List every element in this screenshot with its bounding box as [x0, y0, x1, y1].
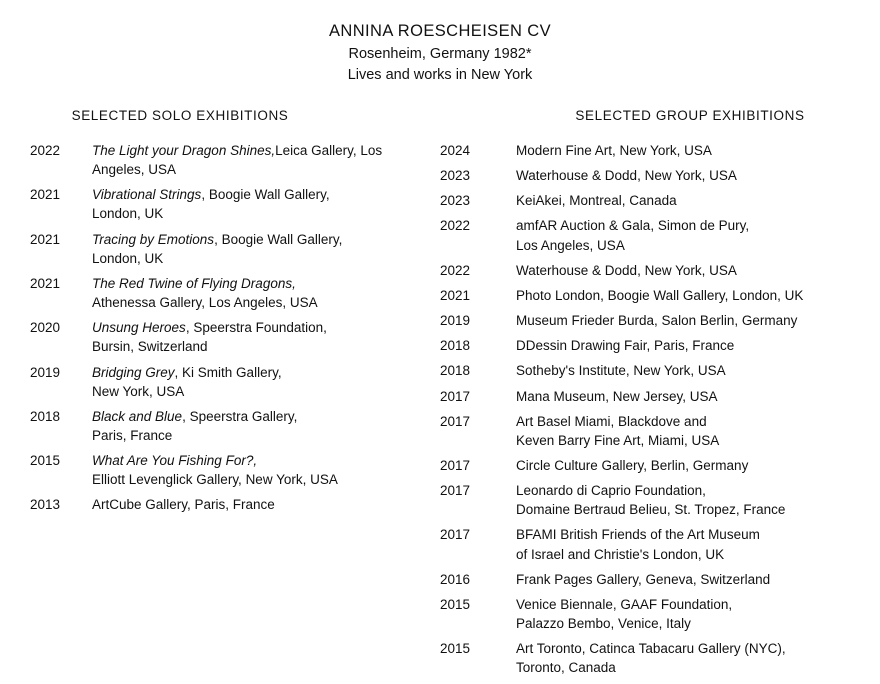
- entry-detail: [516, 412, 870, 450]
- group-exhibition-entry: [440, 639, 870, 677]
- group-exhibition-entry: [440, 412, 870, 450]
- entry-work-title: The Light your Dragon Shines,: [92, 142, 276, 158]
- entry-line-2: London, UK: [92, 250, 164, 266]
- entry-venue: , Speerstra Foundation,: [185, 320, 327, 336]
- solo-exhibition-entry: [30, 318, 430, 356]
- entry-year: 2022: [30, 142, 61, 158]
- entry-year: 2017: [440, 388, 471, 404]
- group-exhibition-entry: [440, 481, 870, 519]
- group-exhibition-entry: [440, 311, 870, 330]
- solo-exhibition-entry: [30, 363, 430, 401]
- entry-detail: [92, 185, 430, 223]
- group-exhibition-entry: [440, 456, 870, 475]
- birth-line: Rosenheim, Germany 1982*: [348, 45, 532, 62]
- entry-detail: [92, 407, 430, 445]
- entry-line-1: Sotheby's Institute, New York, USA: [516, 363, 726, 379]
- entry-venue: , Ki Smith Gallery,: [174, 364, 282, 380]
- entry-venue: ArtCube Gallery, Paris, France: [92, 497, 275, 513]
- residence-line: Lives and works in New York: [347, 66, 533, 83]
- group-exhibition-entry: [440, 166, 870, 185]
- entry-year: 2015: [440, 641, 471, 657]
- entry-line-1: Modern Fine Art, New York, USA: [516, 142, 712, 158]
- entry-detail: [92, 274, 430, 312]
- entry-detail: [516, 261, 870, 280]
- entry-detail: [516, 456, 870, 475]
- entry-detail: [516, 141, 870, 160]
- entry-detail: [516, 525, 870, 563]
- entry-detail: [516, 570, 870, 589]
- entry-year: 2019: [440, 313, 471, 329]
- entry-year: 2023: [440, 193, 471, 209]
- entry-line-1: Circle Culture Gallery, Berlin, Germany: [516, 457, 749, 473]
- entry-line-1: amfAR Auction & Gala, Simon de Pury,: [516, 218, 750, 234]
- entry-line-1: Mana Museum, New Jersey, USA: [516, 388, 718, 404]
- entry-detail: [92, 451, 430, 489]
- entry-detail: [516, 336, 870, 355]
- entry-line-1: [92, 185, 430, 204]
- solo-exhibition-entry: [30, 185, 430, 223]
- entry-line-2: Palazzo Bembo, Venice, Italy: [516, 616, 691, 632]
- group-exhibitions-column: [440, 108, 870, 684]
- entry-line-1: [92, 363, 430, 382]
- entry-line-2: Paris, France: [92, 427, 173, 443]
- entry-year: 2013: [30, 497, 61, 513]
- group-exhibition-entry: [440, 361, 870, 380]
- entry-year: 2017: [440, 527, 471, 543]
- entry-line-2: London, UK: [92, 206, 164, 222]
- entry-year: 2017: [440, 457, 471, 473]
- entry-line-1: Frank Pages Gallery, Geneva, Switzerland: [516, 571, 771, 587]
- entry-year: 2021: [30, 231, 61, 247]
- group-exhibition-entry: [440, 191, 870, 210]
- entry-venue: , Speerstra Gallery,: [182, 408, 298, 424]
- entry-detail: [516, 387, 870, 406]
- entry-detail: [516, 286, 870, 305]
- entry-line-2: Toronto, Canada: [516, 660, 616, 676]
- entry-work-title: Tracing by Emotions: [92, 231, 215, 247]
- entry-year: 2015: [30, 453, 61, 469]
- entry-year: 2021: [30, 187, 61, 203]
- entry-work-title: What Are You Fishing For?,: [92, 453, 258, 469]
- entry-line-2: of Israel and Christie's London, UK: [516, 546, 725, 562]
- entry-work-title: Vibrational Strings: [92, 187, 202, 203]
- entry-year: 2019: [30, 364, 61, 380]
- entry-line-1: [92, 318, 430, 337]
- solo-exhibitions-list: [30, 141, 430, 515]
- entry-detail: [516, 595, 870, 633]
- entry-line-1: Art Basel Miami, Blackdove and: [516, 413, 707, 429]
- group-exhibition-entry: [440, 525, 870, 563]
- entry-line-2: Athenessa Gallery, Los Angeles, USA: [92, 295, 318, 311]
- entry-work-title: Black and Blue: [92, 408, 183, 424]
- entry-detail: [516, 311, 870, 330]
- entry-line-2: Keven Barry Fine Art, Miami, USA: [516, 432, 720, 448]
- entry-detail: [92, 230, 430, 268]
- entry-year: 2022: [440, 218, 471, 234]
- entry-line-1: [92, 451, 430, 470]
- group-exhibition-entry: [440, 387, 870, 406]
- solo-exhibition-entry: [30, 141, 430, 179]
- group-exhibition-entry: [440, 216, 870, 254]
- entry-year: 2023: [440, 168, 471, 184]
- entry-line-1: Photo London, Boogie Wall Gallery, London, UK: [516, 287, 804, 303]
- entry-line-1: Venice Biennale, GAAF Foundation,: [516, 596, 733, 612]
- entry-line-1: Museum Frieder Burda, Salon Berlin, Germany: [516, 313, 798, 329]
- entry-year: 2017: [440, 413, 471, 429]
- entry-detail: [516, 481, 870, 519]
- entry-line-1: Waterhouse & Dodd, New York, USA: [516, 168, 737, 184]
- entry-line-2: Bursin, Switzerland: [92, 339, 208, 355]
- entry-line-2: Domaine Bertraud Belieu, St. Tropez, France: [516, 502, 786, 518]
- entry-line-1: [92, 141, 430, 179]
- entry-line-2: Los Angeles, USA: [516, 237, 625, 253]
- group-exhibitions-heading: SELECTED GROUP EXHIBITIONS: [575, 107, 805, 123]
- cv-header: [0, 0, 880, 86]
- entry-year: 2018: [440, 338, 471, 354]
- entry-line-2: New York, USA: [92, 383, 185, 399]
- solo-exhibition-entry: [30, 274, 430, 312]
- entry-line-1: KeiAkei, Montreal, Canada: [516, 193, 677, 209]
- solo-exhibition-entry: [30, 451, 430, 489]
- entry-line-1: [92, 230, 430, 249]
- solo-exhibition-entry: [30, 230, 430, 268]
- entry-detail: [516, 216, 870, 254]
- entry-line-1: Waterhouse & Dodd, New York, USA: [516, 262, 737, 278]
- entry-detail: [92, 495, 430, 514]
- entry-detail: [516, 639, 870, 677]
- entry-line-2: Elliott Levenglick Gallery, New York, USA: [92, 472, 338, 488]
- solo-exhibition-entry: [30, 495, 430, 514]
- entry-line-1: Art Toronto, Catinca Tabacaru Gallery (NYC),: [516, 641, 786, 657]
- group-exhibition-entry: [440, 336, 870, 355]
- group-exhibition-entry: [440, 141, 870, 160]
- entry-year: 2022: [440, 262, 471, 278]
- entry-year: 2018: [440, 363, 471, 379]
- entry-detail: [92, 141, 430, 179]
- entry-line-1: [92, 495, 430, 514]
- group-exhibition-entry: [440, 261, 870, 280]
- group-exhibition-entry: [440, 286, 870, 305]
- group-exhibition-entry: [440, 595, 870, 633]
- entry-year: 2021: [30, 275, 61, 291]
- solo-exhibition-entry: [30, 407, 430, 445]
- entry-year: 2020: [30, 320, 61, 336]
- entry-detail: [92, 363, 430, 401]
- group-exhibition-entry: [440, 570, 870, 589]
- entry-work-title: Unsung Heroes: [92, 320, 186, 336]
- entry-year: 2021: [440, 287, 471, 303]
- entry-work-title: Bridging Grey: [92, 364, 175, 380]
- entry-line-1: DDessin Drawing Fair, Paris, France: [516, 338, 735, 354]
- entry-venue: , Boogie Wall Gallery,: [214, 231, 343, 247]
- entry-year: 2017: [440, 483, 471, 499]
- entry-venue: , Boogie Wall Gallery,: [201, 187, 330, 203]
- entry-venue: Leica Gallery, Los Angeles, USA: [92, 142, 383, 178]
- entry-year: 2016: [440, 571, 471, 587]
- entry-detail: [92, 318, 430, 356]
- entry-year: 2018: [30, 408, 61, 424]
- solo-exhibitions-column: [30, 108, 430, 521]
- entry-line-1: BFAMI British Friends of the Art Museum: [516, 527, 760, 543]
- entry-detail: [516, 361, 870, 380]
- entry-line-1: Leonardo di Caprio Foundation,: [516, 483, 706, 499]
- page-title: ANNINA ROESCHEISEN CV: [328, 22, 552, 40]
- entry-detail: [516, 166, 870, 185]
- solo-exhibitions-heading: SELECTED SOLO EXHIBITIONS: [71, 107, 289, 123]
- group-exhibitions-list: [440, 141, 870, 678]
- entry-year: 2024: [440, 142, 471, 158]
- entry-work-title: The Red Twine of Flying Dragons,: [92, 275, 296, 291]
- entry-line-1: [92, 407, 430, 426]
- entry-line-1: [92, 274, 430, 293]
- entry-detail: [516, 191, 870, 210]
- entry-year: 2015: [440, 596, 471, 612]
